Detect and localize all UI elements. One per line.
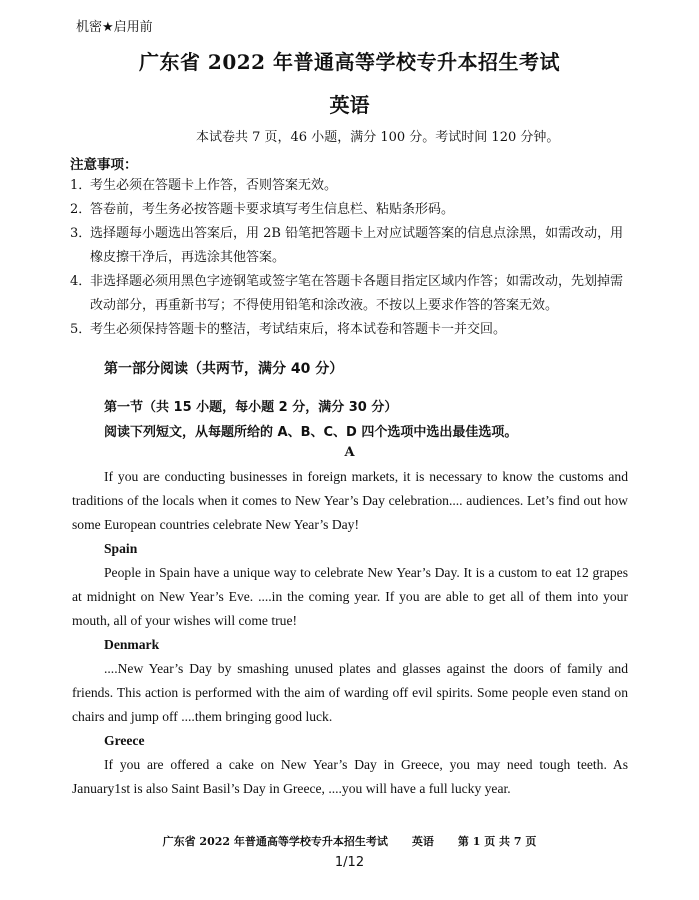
passage-letter: A	[344, 445, 355, 460]
notice-item-text: 选择题每小题选出答案后，用 2B 铅笔把答题卡上对应试题答案的信息点涂黑，如需改动，用橡皮擦干净后，再选涂其他答案。	[90, 226, 624, 265]
passage-subheading-greece: Greece	[104, 733, 145, 748]
notice-item-number: 2．	[70, 202, 92, 217]
notice-list	[70, 174, 630, 342]
footer-page-suffix: 页	[525, 835, 537, 848]
footer-exam-name: 广东省 2022 年普通高等学校专升本招生考试	[162, 835, 388, 848]
exam-title: 广东省 2022 年普通高等学校专升本招生考试	[138, 50, 561, 74]
passage-intro: If you are conducting businesses in foreign markets, it is necessary to know the customs and traditions of the locals when it comes to New Year’s Day celebration.... audiences. Let’s find out how some European countries celebrate New Year’s Day!	[72, 469, 628, 532]
section-instruction: 阅读下列短文，从每题所给的 A、B、C、D 四个选项中选出最佳选项。	[104, 425, 518, 440]
notice-item-number: 1．	[70, 178, 92, 193]
footer-subject: 英语	[411, 835, 434, 848]
footer-page-prefix: 第	[457, 835, 469, 848]
notice-item-text: 考生必须保持答题卡的整洁，考试结束后，将本试卷和答题卡一并交回。	[90, 322, 507, 337]
subject-title: 英语	[329, 93, 370, 117]
reading-passage	[72, 465, 628, 801]
notice-item	[70, 222, 630, 270]
exam-info: 本试卷共 7 页，46 小题，满分 100 分。考试时间 120 分钟。	[196, 130, 560, 145]
footer-page-total: 7	[513, 835, 522, 848]
section-heading: 第一节（共 15 小题，每小题 2 分，满分 30 分）	[104, 400, 398, 415]
notice-item-number: 3．	[70, 226, 92, 241]
footer-page-current: 1	[472, 835, 481, 848]
notice-item	[70, 270, 630, 318]
notice-item-number: 4．	[70, 274, 92, 289]
passage-paragraph-greece: If you are offered a cake on New Year’s Day in Greece, you may need tough teeth. As January1st is also Saint Basil’s Day in Greece, ....you will have a full lucky year.	[72, 757, 628, 796]
notice-item	[70, 198, 630, 222]
part-heading: 第一部分阅读（共两节，满分 40 分）	[104, 361, 344, 377]
secret-mark: 机密★启用前	[76, 20, 153, 35]
notice-item-text: 答卷前，考生务必按答题卡要求填写考生信息栏、粘贴条形码。	[90, 202, 455, 217]
passage-paragraph-denmark: ....New Year’s Day by smashing unused plates and glasses against the doors of family and friends. This action is performed with the aim of warding off evil spirits. Some people even stand on chairs and jump off ....them bringing good luck.	[72, 661, 628, 724]
page-counter: 1/12	[334, 855, 365, 870]
page-footer	[0, 833, 699, 849]
footer-page-mid: 页 共	[484, 835, 511, 848]
notice-item-number: 5．	[70, 322, 92, 337]
notice-item-text: 考生必须在答题卡上作答，否则答案无效。	[90, 178, 338, 193]
notice-item-text: 非选择题必须用黑色字迹钢笔或签字笔在答题卡各题目指定区域内作答；如需改动，先划掉需改动部分，再重新书写；不得使用铅笔和涂改液。不按以上要求作答的答案无效。	[90, 274, 624, 313]
notice-item	[70, 318, 630, 342]
passage-subheading-denmark: Denmark	[104, 637, 160, 652]
notice-heading: 注意事项：	[70, 157, 138, 173]
notice-item	[70, 174, 630, 198]
passage-paragraph-spain: People in Spain have a unique way to celebrate New Year’s Day. It is a custom to eat 12 grapes at midnight on New Year’s Eve. ....in the coming year. If you are able to get all of them into your mouth, all of your wishes will come true!	[72, 565, 628, 628]
passage-subheading-spain: Spain	[104, 541, 138, 556]
